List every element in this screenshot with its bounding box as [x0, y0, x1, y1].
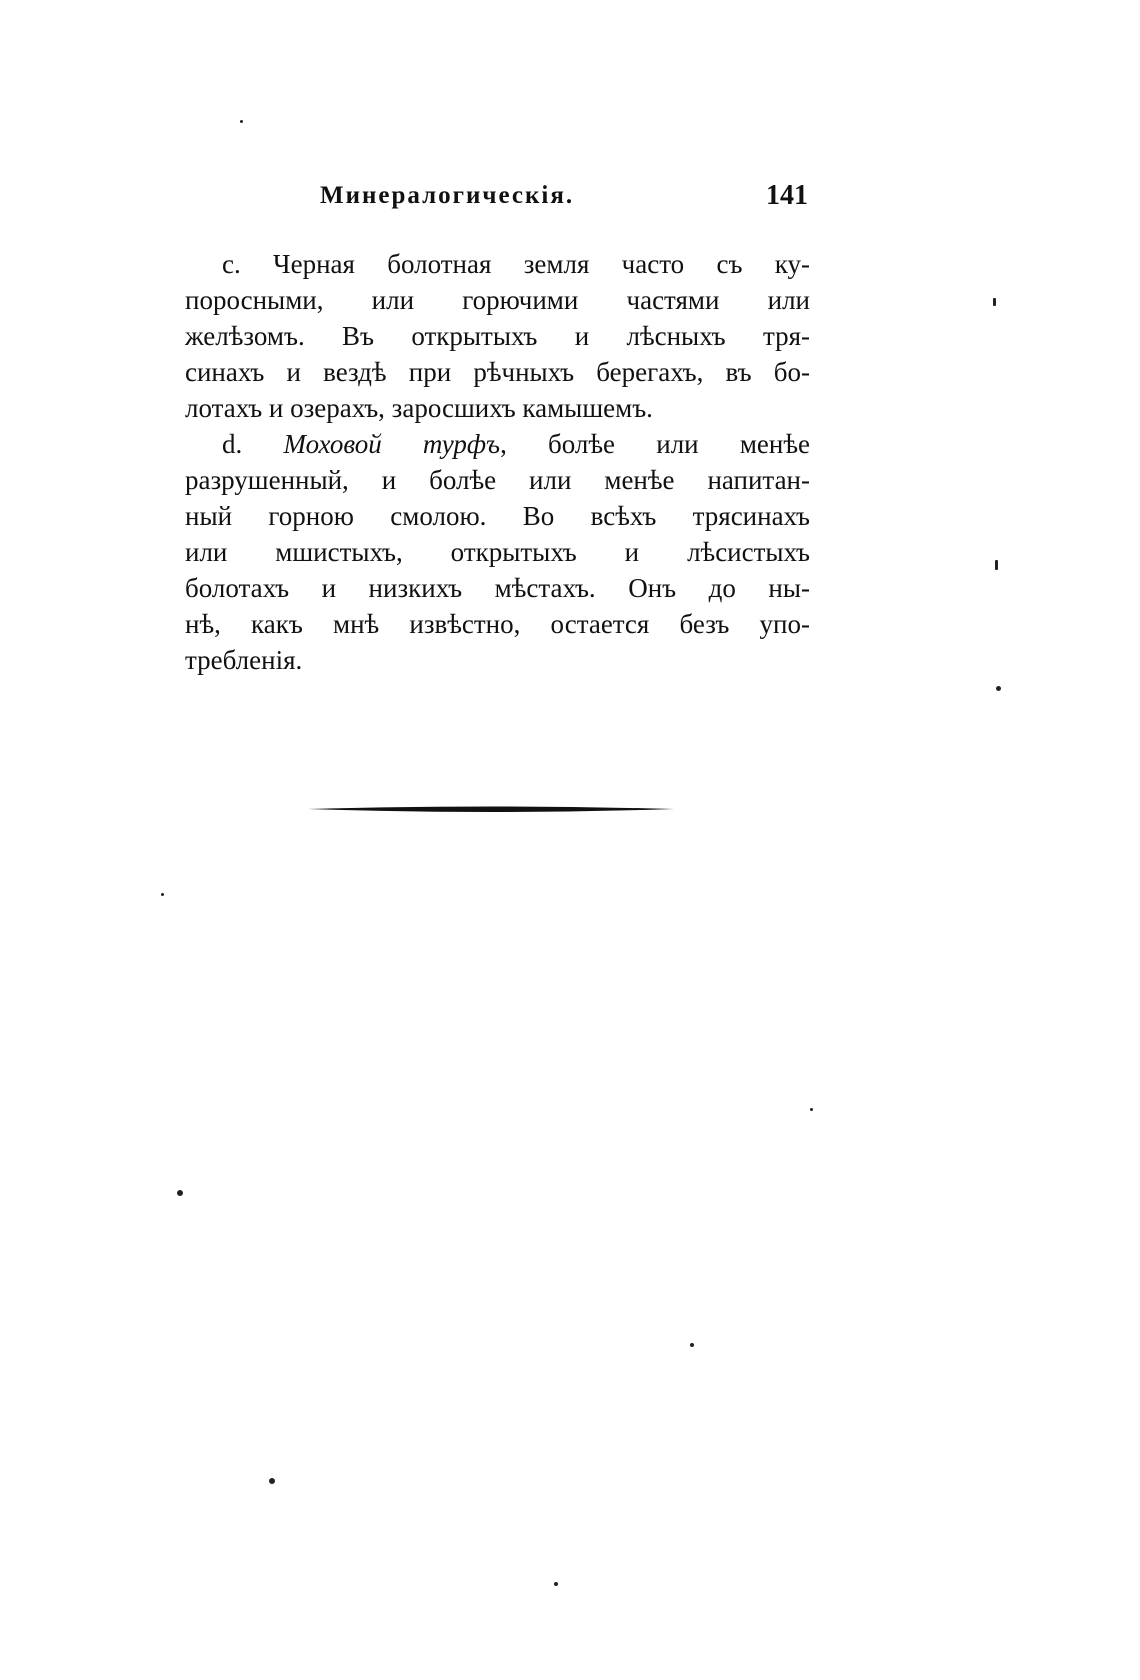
paragraph-d-line-3: ный горною смолою. Во всѣхъ трясинахъ [185, 501, 810, 531]
paragraph-c-line-5: лотахъ и озерахъ, заросшихъ камышемъ. [185, 393, 653, 423]
paragraph-d-line-5: болотахъ и низкихъ мѣстахъ. Онъ до ны- [185, 573, 810, 603]
paragraph-d-label: d. [222, 429, 243, 459]
paragraph-c-line-3: желѣзомъ. Въ открытыхъ и лѣсныхъ тря- [185, 321, 810, 351]
paper-speck [240, 120, 243, 123]
paper-speck [161, 893, 164, 896]
paragraph-d-first-line-rest: , болѣе или менѣе [500, 429, 810, 459]
paper-speck [996, 686, 1001, 691]
paper-speck [993, 298, 996, 306]
section-end-rule [308, 803, 674, 815]
paper-speck [810, 1108, 813, 1111]
paragraph-d-line-2: разрушенный, и болѣе или менѣе напитан- [185, 465, 810, 495]
paper-speck [269, 1478, 275, 1484]
paragraph-d-line-6: нѣ, какъ мнѣ извѣстно, остается безъ упо- [185, 609, 810, 639]
paragraph-c-line-4: синахъ и вездѣ при рѣчныхъ берегахъ, въ бо- [185, 357, 810, 387]
paper-speck [690, 1343, 694, 1347]
paper-speck [995, 560, 998, 570]
paragraph-c-line-1: c. Черная болотная земля часто съ ку- [222, 249, 810, 279]
paper-speck [177, 1190, 183, 1196]
paragraph-c-line-2: поросными, или горючими частями или [185, 285, 810, 315]
paper-speck [554, 1582, 558, 1586]
paragraph-d-line-7: требленія. [185, 645, 303, 675]
paragraph-d-line-1 [222, 426, 810, 462]
running-title: Минералогическія. [320, 182, 575, 209]
paragraph-d-line-4: или мшистыхъ, открытыхъ и лѣсистыхъ [185, 537, 810, 567]
paragraph-d-term: Моховой турфъ [283, 429, 501, 459]
page-number: 141 [766, 180, 808, 211]
